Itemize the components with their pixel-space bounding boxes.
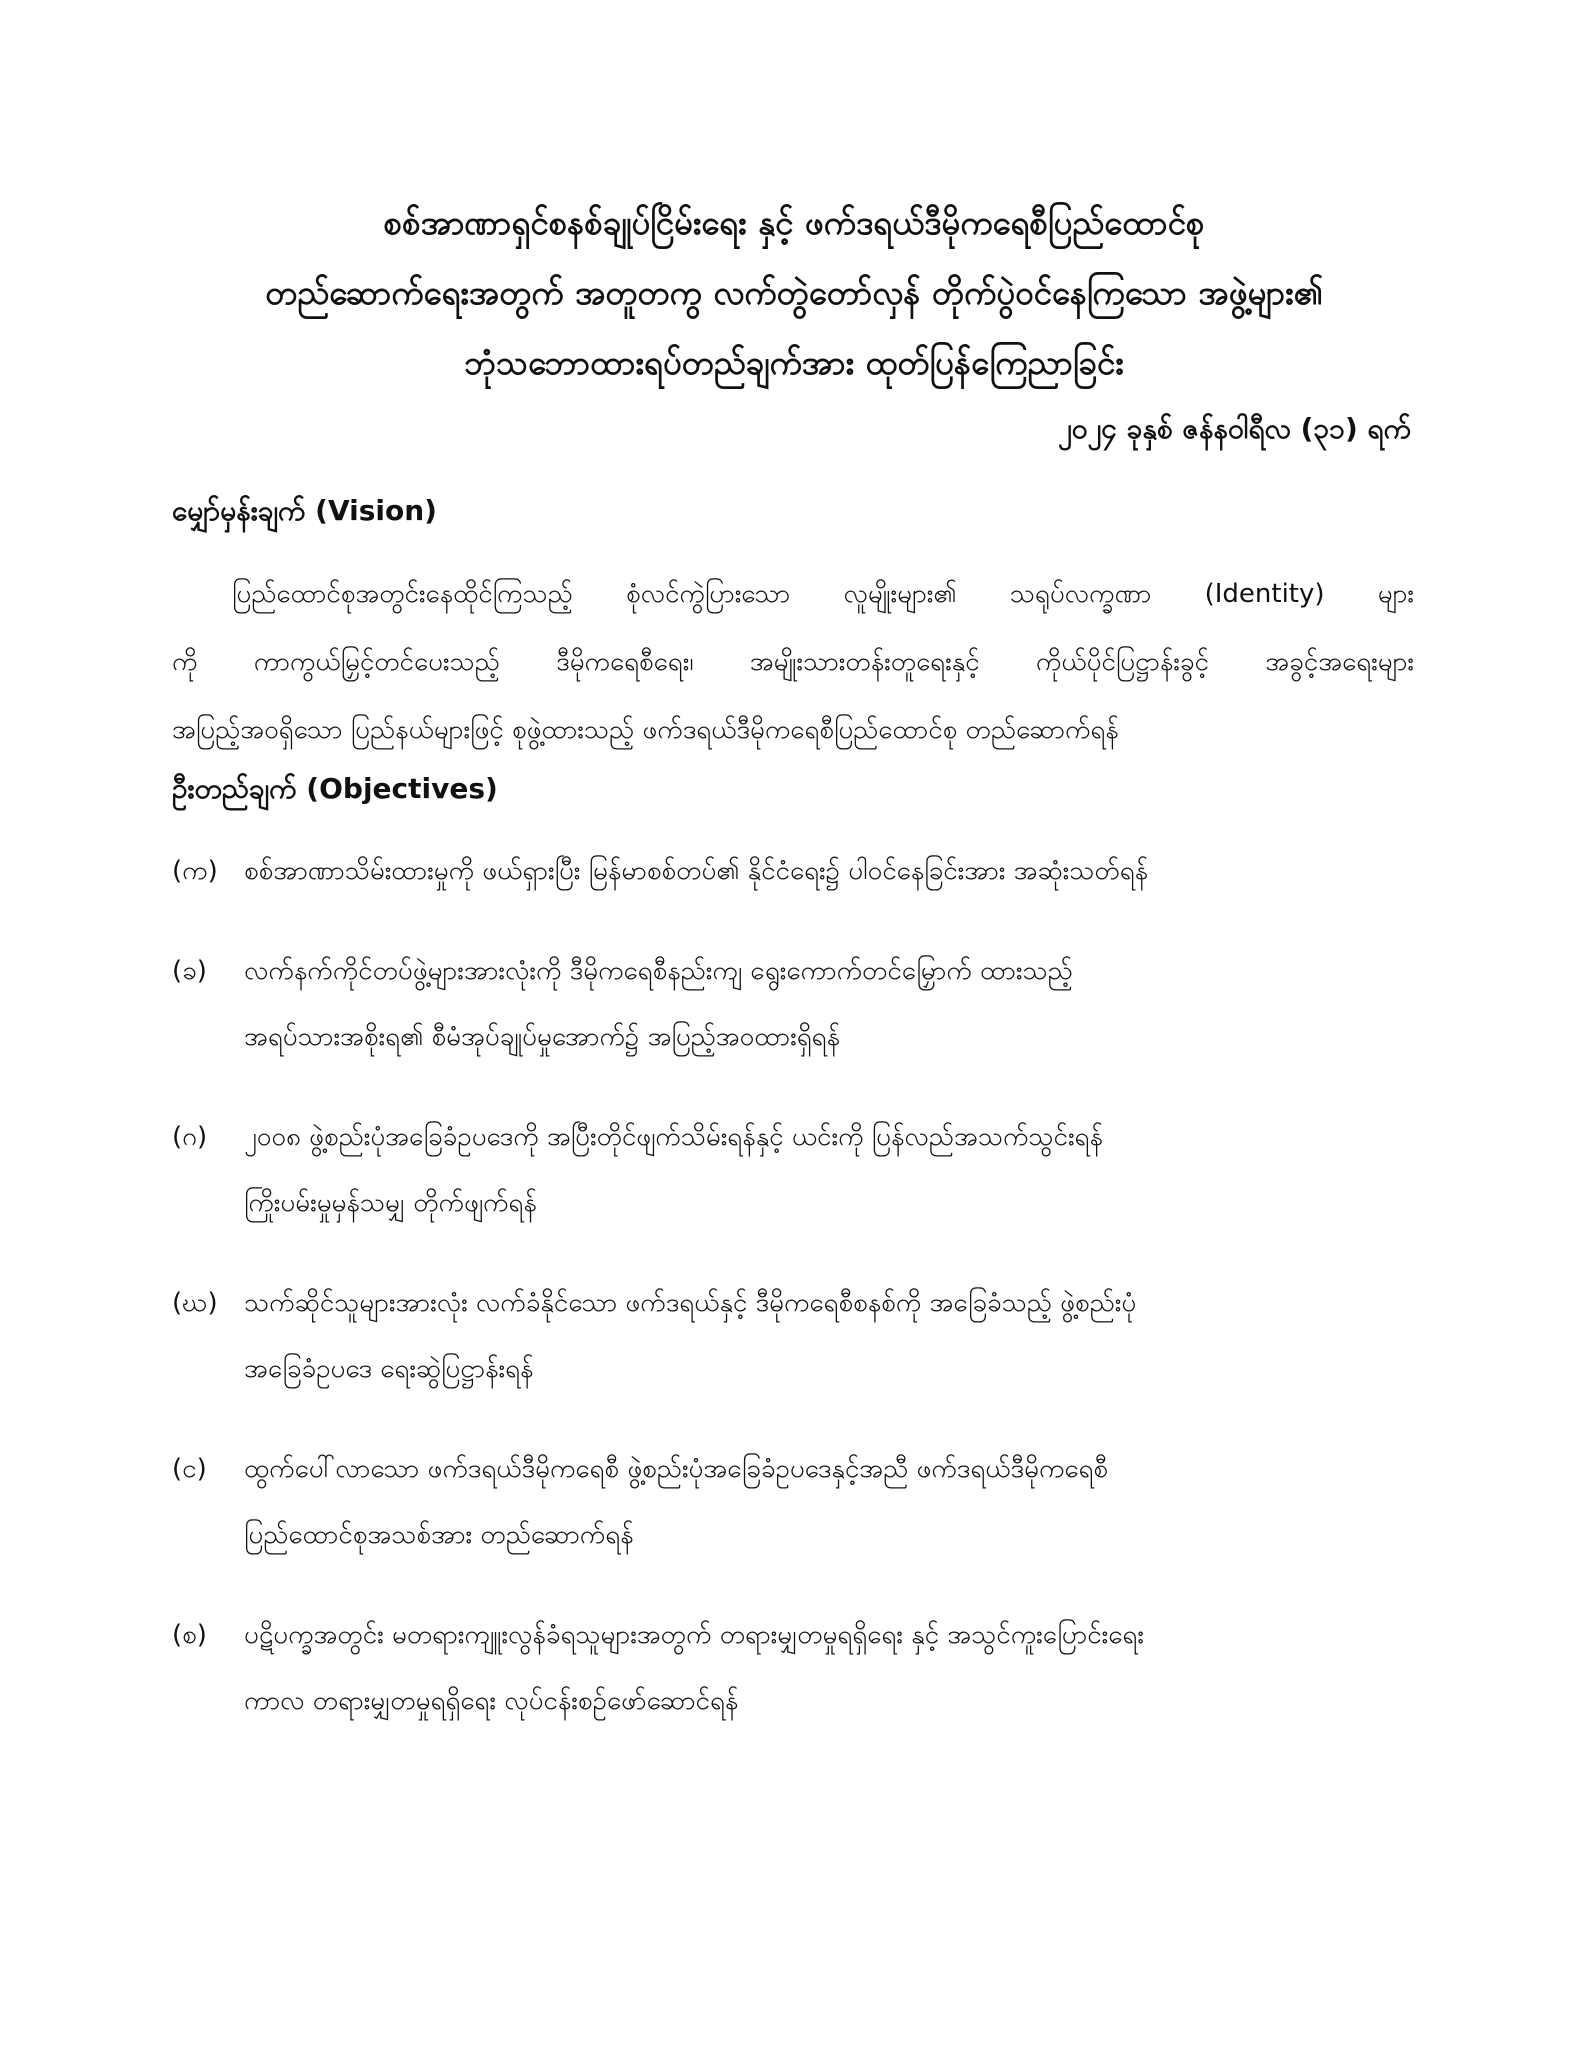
- objective-item: [172, 838, 1414, 904]
- objective-marker: (ခ): [172, 956, 207, 986]
- objective-line: ၂၀၀၈ ဖွဲ့စည်းပုံအခြေခံဥပဒေကို အပြီးတိုင်ဖျက်သိမ်းရန်နှင့် ယင်းကို ပြန်လည်အသက်သွင်းရန်: [244, 1122, 1103, 1152]
- objective-line: အရပ်သားအစိုးရ၏ စီမံအုပ်ချုပ်မှုအောက်၌ အပြည့်အဝထားရှိရန်: [244, 1022, 841, 1052]
- objective-line: ကြိုးပမ်းမှုမှန်သမျှ တိုက်ဖျက်ရန်: [244, 1188, 537, 1218]
- objective-item: [172, 1602, 1414, 1734]
- vision-paragraph: [172, 560, 1414, 764]
- objective-item: [172, 1104, 1414, 1236]
- objective-line: ကာလ တရားမျှတမှုရရှိရေး လုပ်ငန်းစဉ်ဖော်ဆောင်ရန်: [244, 1686, 739, 1716]
- objectives-list: [172, 838, 1414, 1768]
- document-title: [170, 188, 1418, 398]
- vision-line: ပြည်ထောင်စုအတွင်းနေထိုင်ကြသည့် စုံလင်ကွဲပြားသော လူမျိုးများ၏ သရုပ်လက္ခဏာ (Identity) များ: [232, 579, 1414, 609]
- objective-line: သက်ဆိုင်သူများအားလုံး လက်ခံနိုင်သော ဖက်ဒရယ်နှင့် ဒီမိုကရေစီစနစ်ကို အခြေခံသည့် ဖွဲ့စည်းပုံ: [244, 1288, 1137, 1318]
- title-line: တည်ဆောက်ရေးအတွက် အတူတကွ လက်တွဲတော်လှန် တိုက်ပွဲဝင်နေကြသော အဖွဲ့များ၏: [265, 273, 1323, 312]
- objective-line: ပဋိပက္ခအတွင်း မတရားကျူးလွန်ခံရသူများအတွက် တရားမျှတမှုရရှိရေး နှင့် အသွင်ကူးပြောင်းရေး: [244, 1620, 1144, 1650]
- objective-line: စစ်အာဏာသိမ်းထားမှုကို ဖယ်ရှားပြီး မြန်မာစစ်တပ်၏ နိုင်ငံရေး၌ ပါဝင်နေခြင်းအား အဆုံးသတ်ရန်: [244, 856, 1149, 886]
- objective-marker: (စ): [172, 1620, 207, 1650]
- objective-marker: (ဃ): [172, 1288, 218, 1318]
- title-line: စစ်အာဏာရှင်စနစ်ချုပ်ငြိမ်းရေး နှင့် ဖက်ဒရယ်ဒီမိုကရေစီပြည်ထောင်စု: [383, 203, 1205, 242]
- objective-line: ထွက်ပေါ်လာသော ဖက်ဒရယ်ဒီမိုကရေစီ ဖွဲ့စည်းပုံအခြေခံဥပဒေနှင့်အညီ ဖက်ဒရယ်ဒီမိုကရေစီ: [244, 1454, 1109, 1484]
- objective-line: လက်နက်ကိုင်တပ်ဖွဲ့များအားလုံးကို ဒီမိုကရေစီနည်းကျ ရွေးကောက်တင်မြှောက် ထားသည့်: [244, 956, 1073, 986]
- objectives-heading: ဦးတည်ချက် (Objectives): [172, 772, 498, 805]
- document-date: ၂၀၂၄ ခုနှစ် ဇန်နဝါရီလ (၃၁) ရက်: [1057, 412, 1411, 445]
- vision-line: အပြည့်အဝရှိသော ပြည်နယ်များဖြင့် စုဖွဲ့ထားသည့် ဖက်ဒရယ်ဒီမိုကရေစီပြည်ထောင်စု တည်ဆောက်ရန်: [172, 715, 1119, 745]
- objective-line: အခြေခံဥပဒေ ရေးဆွဲပြဋ္ဌာန်းရန်: [244, 1354, 534, 1384]
- objective-marker: (ဂ): [172, 1122, 208, 1152]
- objective-item: [172, 938, 1414, 1070]
- title-line: ဘုံသဘောထားရပ်တည်ချက်အား ထုတ်ပြန်ကြေညာခြင်း: [464, 343, 1124, 382]
- objective-item: [172, 1436, 1414, 1568]
- objective-marker: (က): [172, 856, 218, 886]
- vision-heading: မျှော်မှန်းချက် (Vision): [172, 494, 437, 527]
- vision-line: ကို ကာကွယ်မြှင့်တင်ပေးသည့် ဒီမိုကရေစီရေး၊ အမျိုးသားတန်းတူရေးနှင့် ကိုယ်ပိုင်ပြဋ္ဌာန်းခွင့် အခွင့်အရေးများ: [172, 647, 1414, 677]
- objective-marker: (င): [172, 1454, 207, 1484]
- objective-line: ပြည်ထောင်စုအသစ်အား တည်ဆောက်ရန်: [244, 1520, 634, 1550]
- objective-item: [172, 1270, 1414, 1402]
